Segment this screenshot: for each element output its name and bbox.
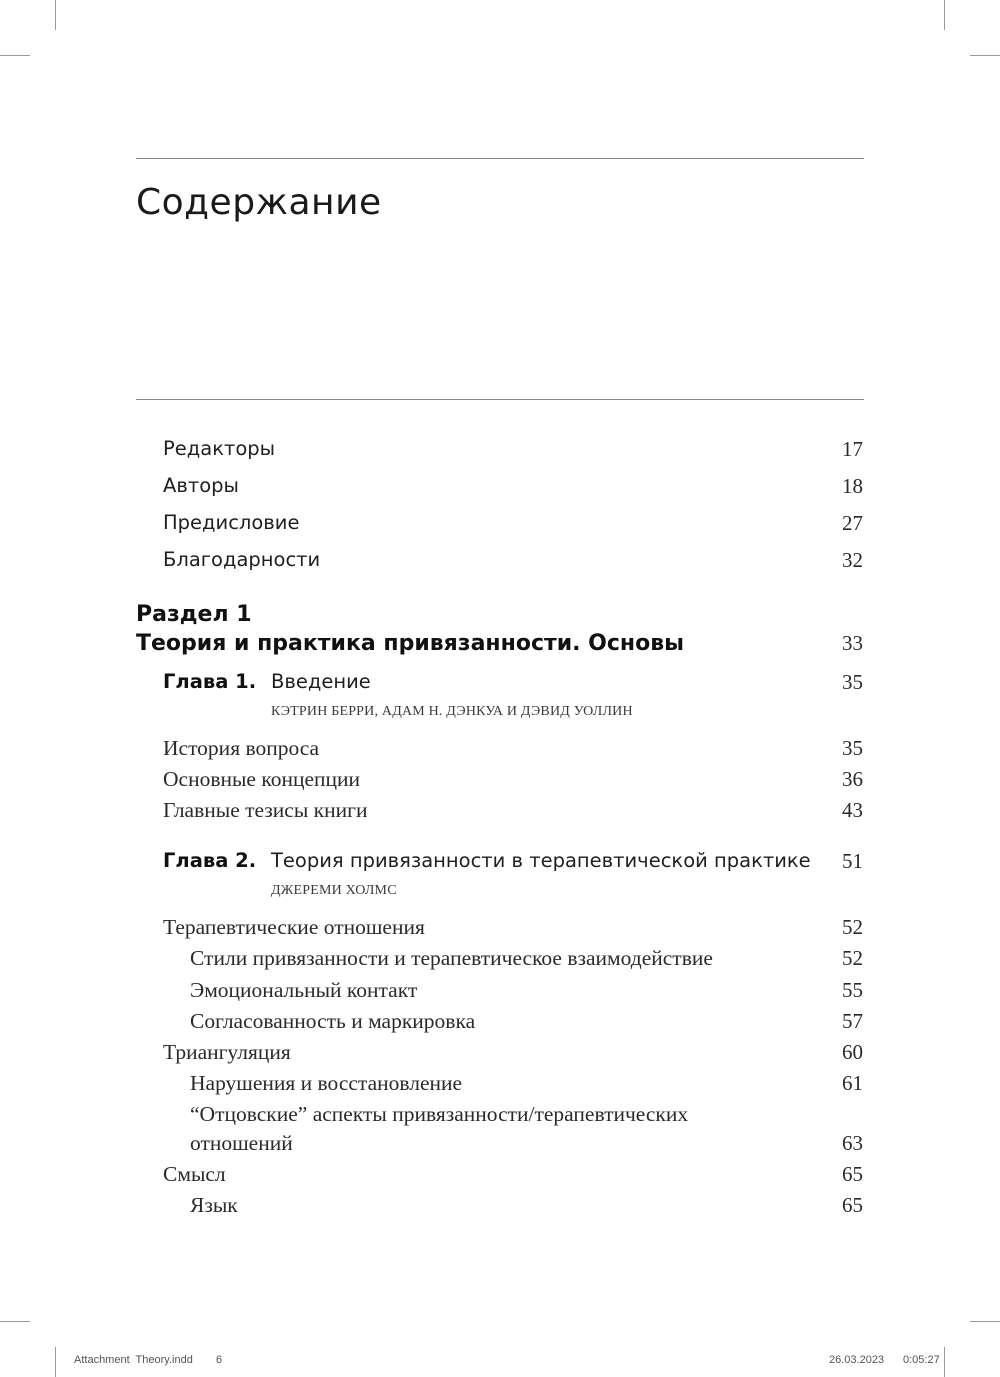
toc-subentry-page: 63 — [842, 1131, 863, 1155]
crop-mark — [970, 55, 1000, 56]
toc-subentry-label: Эмоциональный контакт — [190, 978, 418, 1002]
toc-entry-label: Редакторы — [163, 437, 276, 460]
footer-date: 26.03.2023 — [829, 1354, 885, 1366]
chapter-number: Глава 1. — [163, 670, 257, 693]
toc-subentry-page: 52 — [842, 946, 863, 970]
crop-mark — [970, 1321, 1000, 1322]
toc-entry-label: Смысл — [163, 1162, 226, 1186]
contents-rule — [136, 399, 864, 400]
section-page: 33 — [842, 631, 863, 655]
chapter-authors: ДЖЕРЕМИ ХОЛМС — [271, 883, 397, 898]
toc-subentry-label: Нарушения и восстановление — [190, 1071, 463, 1095]
toc-entry-page: 43 — [842, 798, 863, 822]
toc-entry-page: 35 — [842, 736, 863, 760]
toc-subentry-page: 61 — [842, 1071, 863, 1095]
top-rule — [136, 158, 864, 159]
section-label: Раздел 1 — [136, 602, 252, 627]
toc-subentry-label-cont: отношений — [190, 1131, 293, 1155]
toc-entry-page: 32 — [842, 548, 863, 572]
toc-entry-label: История вопроса — [163, 736, 320, 760]
footer-filename: Attachment Theory.indd — [74, 1354, 193, 1366]
toc-entry-page: 17 — [842, 437, 863, 461]
toc-subentry-page: 57 — [842, 1009, 863, 1033]
toc-subentry-label: Язык — [190, 1193, 238, 1217]
toc-entry-page: 27 — [842, 511, 863, 535]
toc-entry-label: Триангуляция — [163, 1040, 291, 1064]
toc-entry-label: Благодарности — [163, 548, 321, 571]
crop-mark — [55, 1347, 56, 1377]
toc-entry-page: 60 — [842, 1040, 863, 1064]
crop-mark — [0, 1321, 30, 1322]
toc-subentry-label: Стили привязанности и терапевтическое взаимодействие — [190, 946, 713, 970]
chapter-number: Глава 2. — [163, 849, 257, 872]
crop-mark — [944, 0, 945, 30]
footer-time: 0:05:27 — [903, 1354, 940, 1366]
crop-mark — [0, 55, 30, 56]
footer-page-number: 6 — [216, 1354, 223, 1366]
toc-entry-label: Авторы — [163, 474, 239, 497]
chapter-page: 51 — [842, 849, 863, 873]
crop-mark — [55, 0, 56, 30]
toc-entry-page: 52 — [842, 915, 863, 939]
toc-subentry-label: Согласованность и маркировка — [190, 1009, 476, 1033]
toc-subentry-page: 55 — [842, 978, 863, 1002]
page-title: Содержание — [136, 182, 382, 223]
toc-entry-label: Главные тезисы книги — [163, 798, 368, 822]
toc-entry-label: Предисловие — [163, 511, 300, 534]
toc-entry-page: 36 — [842, 767, 863, 791]
toc-entry-page: 18 — [842, 474, 863, 498]
crop-mark — [944, 1347, 945, 1377]
toc-entry-label: Терапевтические отношения — [163, 915, 425, 939]
chapter-authors: КЭТРИН БЕРРИ, АДАМ Н. ДЭНКУА И ДЭВИД УОЛЛИН — [271, 704, 633, 719]
chapter-title: Введение — [271, 670, 371, 693]
chapter-title: Теория привязанности в терапевтической практике — [271, 849, 811, 872]
toc-subentry-label: “Отцовские” аспекты привязанности/терапевтических — [190, 1102, 689, 1126]
toc-entry-page: 65 — [842, 1162, 863, 1186]
toc-entry-label: Основные концепции — [163, 767, 361, 791]
chapter-page: 35 — [842, 670, 863, 694]
toc-subentry-page: 65 — [842, 1193, 863, 1217]
section-title: Теория и практика привязанности. Основы — [136, 631, 685, 656]
